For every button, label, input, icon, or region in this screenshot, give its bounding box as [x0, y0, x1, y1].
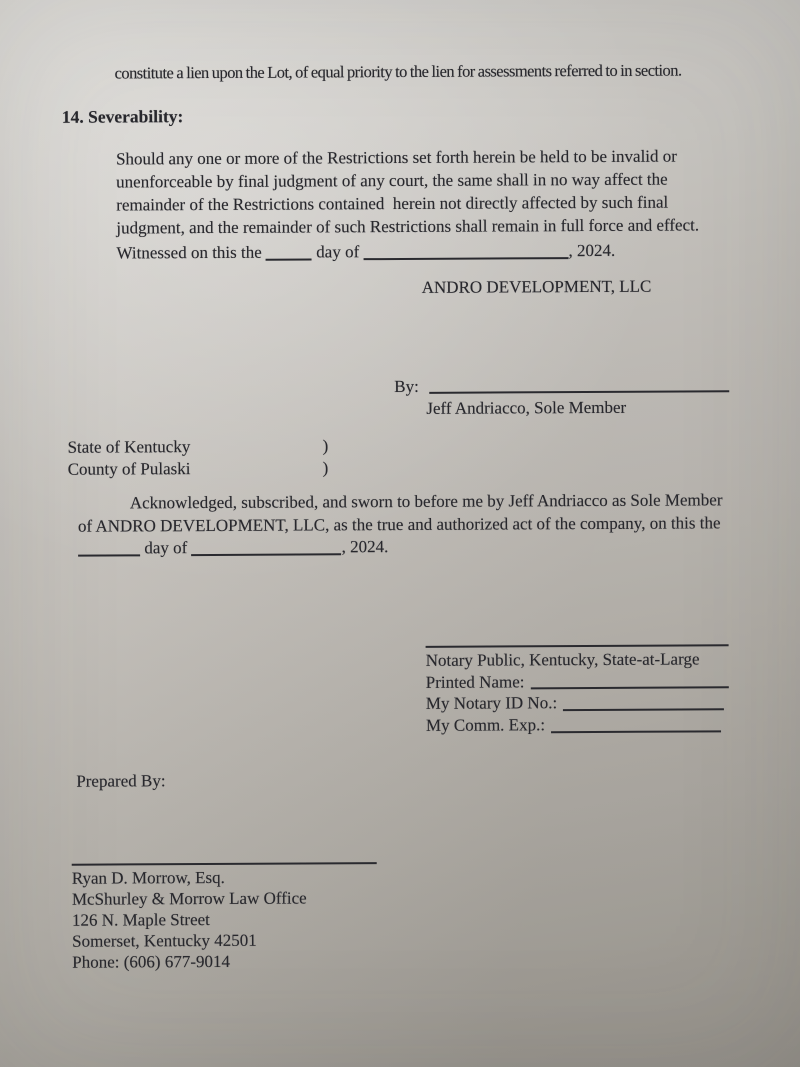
preparer-city: Somerset, Kentucky 42501 [72, 930, 257, 951]
preparer-name: Ryan D. Morrow, Esq. [71, 867, 225, 888]
jurat-state-row [67, 435, 347, 458]
paragraph-line: judgment, and the remainder of such Restrictions shall remain in full force and effect. [116, 215, 700, 238]
paragraph-line: Should any one or more of the Restrictions set forth herein be held to be invalid or [115, 146, 677, 169]
ack-year: , 2024. [341, 537, 389, 557]
ack-day-of: day of [144, 538, 188, 558]
witness-year: , 2024. [568, 240, 616, 261]
notary-signature-line [426, 632, 729, 648]
section-heading: 14. Severability: [61, 106, 184, 127]
preparer-signature-line [72, 850, 377, 866]
severability-paragraph [116, 144, 699, 239]
preparer-phone: Phone: (606) 677-9014 [72, 951, 231, 972]
state-label: State of Kentucky [67, 437, 191, 457]
notary-id-blank-line [563, 695, 724, 711]
day-blank-line [266, 245, 312, 260]
comm-exp-blank-line [551, 717, 721, 733]
by-label: By: [394, 376, 419, 397]
printed-name-label: Printed Name: [425, 672, 525, 692]
preparer-street: 126 N. Maple Street [71, 910, 210, 930]
preparer-block [72, 850, 378, 973]
paragraph-line: unenforceable by final judgment of any court, the same shall in no way affect the [116, 169, 668, 192]
jurat-county-row [68, 457, 348, 480]
county-label: County of Pulaski [67, 459, 191, 479]
printed-name-row [426, 670, 729, 693]
acknowledgment-line: of ANDRO DEVELOPMENT, LLC, as the true and authorized act of the company, on this the [77, 512, 721, 536]
notary-rows [426, 648, 729, 736]
printed-name-blank-line [530, 674, 728, 690]
acknowledgment-line [78, 534, 723, 560]
jurat-venue [67, 435, 347, 480]
month-blank-line [192, 540, 342, 556]
comm-exp-row [426, 713, 729, 736]
company-name: ANDRO DEVELOPMENT, LLC [421, 276, 652, 297]
day-blank-line [78, 541, 140, 556]
continuation-text: constitute a lien upon the Lot, of equal priority to the lien for assessments referred to in section. [114, 60, 682, 83]
witness-clause [116, 241, 615, 264]
by-signature-row [394, 375, 729, 397]
paragraph-line: remainder of the Restrictions contained herein not directly affected by such final [116, 192, 669, 215]
preparer-firm: McShurley & Morrow Law Office [71, 888, 307, 909]
signature-line [429, 377, 730, 394]
signer-name: Jeff Andriacco, Sole Member [426, 397, 627, 418]
notary-id-label: My Notary ID No.: [425, 693, 558, 714]
acknowledgment-paragraph [78, 489, 723, 560]
paren: ) [322, 436, 329, 456]
paren: ) [322, 458, 329, 478]
notary-id-row [426, 692, 729, 715]
prepared-by-label: Prepared By: [76, 771, 166, 791]
acknowledgment-line: Acknowledged, subscribed, and sworn to before me by Jeff Andriacco as Sole Member [129, 490, 723, 513]
witness-day-of: day of [316, 242, 360, 262]
notary-title: Notary Public, Kentucky, State-at-Large [425, 649, 700, 670]
notary-block [426, 632, 730, 736]
witness-prefix: Witnessed on this the [116, 242, 262, 263]
preparer-rows [72, 866, 378, 973]
comm-exp-label: My Comm. Exp.: [425, 715, 546, 735]
month-blank-line [363, 244, 568, 260]
